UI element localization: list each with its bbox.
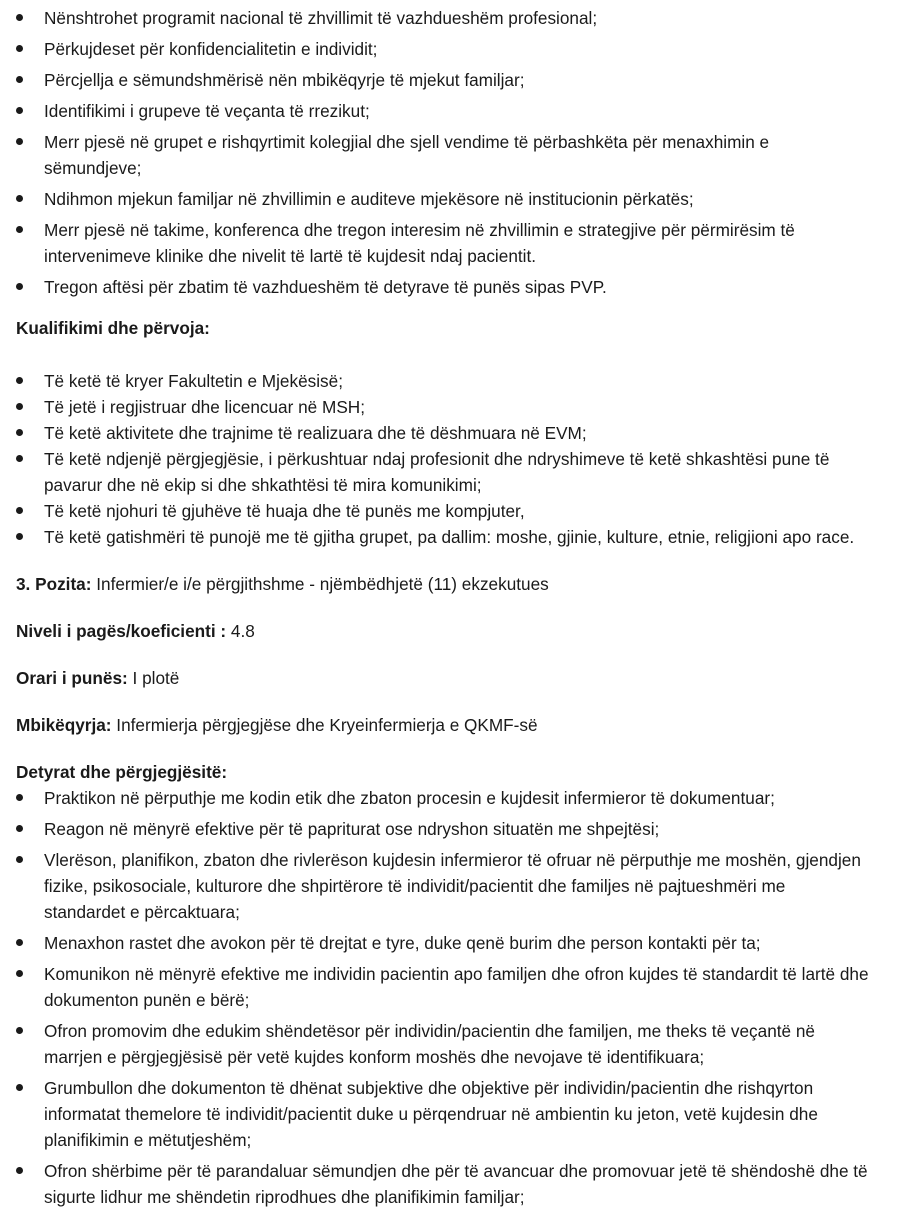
list-item: Tregon aftësi për zbatim të vazhdueshëm të detyrave të punës sipas PVP. xyxy=(16,274,870,300)
list-item: Ofron promovim dhe edukim shëndetësor për individin/pacientin dhe familjen, me theks të veçantë në marrjen e përgjegjësisë për vetë kujdes konform moshës dhe nevojave të identifikuara; xyxy=(16,1018,870,1070)
qualifications-list xyxy=(16,368,870,550)
list-item: Reagon në mënyrë efektive për të papriturat ose ndryshon situatën me shpejtësi; xyxy=(16,816,870,842)
list-item: Të ketë gatishmëri të punojë me të gjitha grupet, pa dallim: moshe, gjinie, kulture, etnie, religjioni apo race. xyxy=(16,524,870,550)
supervision-field xyxy=(16,712,870,738)
list-item: Identifikimi i grupeve të veçanta të rrezikut; xyxy=(16,98,870,124)
qualifications-heading: Kualifikimi dhe përvoja: xyxy=(16,318,210,338)
list-item: Ndihmon mjekun familjar në zhvillimin e auditeve mjekësore në institucionin përkatës; xyxy=(16,186,870,212)
work-schedule-value: I plotë xyxy=(132,668,180,688)
list-item: Komunikon në mënyrë efektive me individin pacientin apo familjen dhe ofron kujdes të standardit të lartë dhe dokumenton punën e bërë; xyxy=(16,961,870,1013)
duties-heading: Detyrat dhe përgjegjësitë: xyxy=(16,762,228,782)
list-item: Praktikon në përputhje me kodin etik dhe zbaton procesin e kujdesit infermieror të dokumentuar; xyxy=(16,785,870,811)
list-item: Të ketë njohuri të gjuhëve të huaja dhe të punës me kompjuter, xyxy=(16,498,870,524)
list-item: Përcjellja e sëmundshmërisë nën mbikëqyrje të mjekut familjar; xyxy=(16,67,870,93)
list-item: Të jetë i regjistruar dhe licencuar në MSH; xyxy=(16,394,870,420)
responsibilities-list-continued xyxy=(16,5,870,300)
work-schedule-label: Orari i punës: xyxy=(16,668,128,688)
list-item: Merr pjesë në grupet e rishqyrtimit kolegjial dhe sjell vendime të përbashkëta për menaxhimin e sëmundjeve; xyxy=(16,129,870,181)
list-item: Vlerëson, planifikon, zbaton dhe rivlerëson kujdesin infermieror të ofruar në përputhje me moshën, gjendjen fizike, psikosociale, kulturore dhe shpirtërore të individit/pacientit dhe familjes në pajtueshmëri me standardet e përcaktuara; xyxy=(16,847,870,925)
position-value: Infermier/e i/e përgjithshme - njëmbëdhjetë (11) ekzekutues xyxy=(96,574,549,594)
duties-list xyxy=(16,785,870,1210)
list-item: Ofron shërbime për të parandaluar sëmundjen dhe për të avancuar dhe promovuar jetë të shëndoshë dhe të sigurte lidhur me shëndetin riprodhues dhe planifikimin familjar; xyxy=(16,1158,870,1210)
list-item: Merr pjesë në takime, konferenca dhe tregon interesim në zhvillimin e strategjive për përmirësim të intervenimeve klinike dhe nivelit të lartë të kujdesit ndaj pacientit. xyxy=(16,217,870,269)
list-item: Përkujdeset për konfidencialitetin e individit; xyxy=(16,36,870,62)
position-field xyxy=(16,571,870,597)
pay-level-label: Niveli i pagës/koeficienti : xyxy=(16,621,227,641)
list-item: Menaxhon rastet dhe avokon për të drejtat e tyre, duke qenë burim dhe person kontakti për ta; xyxy=(16,930,870,956)
list-item: Nënshtrohet programit nacional të zhvillimit të vazhdueshëm profesional; xyxy=(16,5,870,31)
supervision-label: Mbikëqyrja: xyxy=(16,715,112,735)
list-item: Të ketë të kryer Fakultetin e Mjekësisë; xyxy=(16,368,870,394)
list-item: Grumbullon dhe dokumenton të dhënat subjektive dhe objektive për individin/pacientin dhe rishqyrton informatat themelore të individit/pacientit duke u përqendruar në ambientin ku jeton, vetë kujdesin dhe planifikimin e mëtutjeshëm; xyxy=(16,1075,870,1153)
supervision-value: Infermierja përgjegjëse dhe Kryeinfermierja e QKMF-së xyxy=(116,715,538,735)
list-item: Të ketë ndjenjë përgjegjësie, i përkushtuar ndaj profesionit dhe ndryshimeve të ketë shkashtësi pune të pavarur dhe në ekip si dhe shkathtësi të mira komunikimi; xyxy=(16,446,870,498)
position-label: 3. Pozita: xyxy=(16,574,92,594)
list-item: Të ketë aktivitete dhe trajnime të realizuara dhe të dëshmuara në EVM; xyxy=(16,420,870,446)
work-schedule-field xyxy=(16,665,870,691)
pay-level-field xyxy=(16,618,870,644)
pay-level-value: 4.8 xyxy=(230,621,255,641)
